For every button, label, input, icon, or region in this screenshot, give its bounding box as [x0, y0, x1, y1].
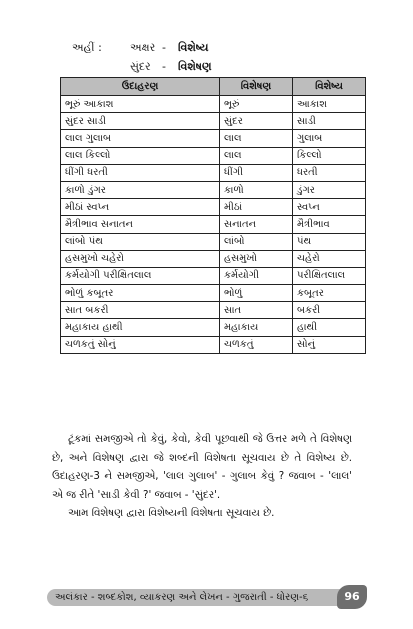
cell-noun: ડુંગર: [293, 181, 366, 198]
page-footer: અલંકાર - શબ્દકોશ, વ્યાકરણ અને લેખન - ગુજરાતી - ધોરણ-૬: [47, 589, 363, 606]
cell-example: હસમુખો ચહેરો: [61, 250, 220, 267]
cell-adjective: મીઠાં: [220, 199, 293, 216]
table-row: [61, 267, 366, 284]
cell-adjective: ચળકતું: [220, 336, 293, 353]
cell-adjective: લાલ: [220, 147, 293, 164]
table-row: [61, 96, 366, 113]
table-row: [61, 302, 366, 319]
intro-dash-2: -: [162, 60, 166, 73]
intro-term-1: વિશેષ્ય: [178, 41, 209, 54]
cell-example: ભૂરું આકાશ: [61, 96, 220, 113]
cell-example: ધીંગી ધરતી: [61, 164, 220, 181]
cell-adjective: હસમુખો: [220, 250, 293, 267]
cell-example: સુંદર સાડી: [61, 113, 220, 130]
header-example: ઉદાહરણ: [61, 78, 220, 96]
table-row: [61, 199, 366, 216]
page-number: 96: [337, 585, 367, 609]
cell-example: ભોળું કબૂતર: [61, 285, 220, 302]
examples-table: [60, 77, 366, 354]
table-row: [61, 147, 366, 164]
table-row: [61, 164, 366, 181]
cell-noun: કિલ્લો: [293, 147, 366, 164]
cell-adjective: ધીંગી: [220, 164, 293, 181]
cell-noun: ચહેરો: [293, 250, 366, 267]
cell-example: ચળકતું સોનું: [61, 336, 220, 353]
cell-noun: સ્વપ્ન: [293, 199, 366, 216]
cell-adjective: મહાકાય: [220, 319, 293, 336]
cell-adjective: કર્મયોગી: [220, 267, 293, 284]
cell-adjective: સુંદર: [220, 113, 293, 130]
cell-example: લાલ કિલ્લો: [61, 147, 220, 164]
cell-adjective: ભૂરું: [220, 96, 293, 113]
cell-noun: પરીક્ષિતલાલ: [293, 267, 366, 284]
table-row: [61, 130, 366, 147]
table-row: [61, 181, 366, 198]
table-row: [61, 285, 366, 302]
table-row: [61, 250, 366, 267]
intro-line-2: [72, 57, 212, 76]
cell-adjective: ભોળું: [220, 285, 293, 302]
paragraph-1: ટૂંકમાં સમજીએ તો કેવું, કેવો, કેવી પૂછવાથી જે ઉત્તર મળે તે વિશેષણ છે, અને વિશેષણ દ્વારા જે શબ્દની વિશેષતા સૂચવાય છે તે વિશેષ્ય છે. ઉદાહરણ-3 ને સમજીએ, 'લાલ ગુલાબ' - ગુલાબ કેવું ? જવાબ - 'લાલ' એ જ રીતે 'સાડી કેવી ?' જવાબ - 'સુંદર'.: [52, 433, 352, 501]
intro-line-1: [72, 38, 212, 57]
cell-example: મીઠાં સ્વપ્ન: [61, 199, 220, 216]
intro-dash-1: -: [162, 41, 166, 54]
cell-noun: પંથ: [293, 233, 366, 250]
intro-term-2: વિશેષણ: [178, 60, 212, 73]
cell-adjective: કાળો: [220, 181, 293, 198]
table-row: [61, 233, 366, 250]
cell-noun: બકરી: [293, 302, 366, 319]
table-row: [61, 336, 366, 353]
cell-noun: ધરતી: [293, 164, 366, 181]
table-row: [61, 113, 366, 130]
cell-adjective: લાલ: [220, 130, 293, 147]
cell-noun: ગુલાબ: [293, 130, 366, 147]
header-noun: વિશેષ્ય: [293, 78, 366, 96]
cell-example: મહાકાય હાથી: [61, 319, 220, 336]
cell-noun: સાડી: [293, 113, 366, 130]
intro-label: અહીં :: [72, 41, 102, 54]
cell-example: કાળો ડુંગર: [61, 181, 220, 198]
cell-example: કર્મયોગી પરીક્ષિતલાલ: [61, 267, 220, 284]
explanation-text: [52, 430, 352, 523]
intro-word-1: અક્ષર: [130, 41, 156, 54]
cell-noun: મૈત્રીભાવ: [293, 216, 366, 233]
cell-noun: હાથી: [293, 319, 366, 336]
cell-example: લાંબો પંથ: [61, 233, 220, 250]
table-row: [61, 216, 366, 233]
intro-block: [72, 38, 212, 76]
header-adjective: વિશેષણ: [220, 78, 293, 96]
cell-adjective: સનાતન: [220, 216, 293, 233]
paragraph-2: આમ વિશેષણ દ્વારા વિશેષ્યની વિશેષતા સૂચવાય છે.: [68, 507, 275, 519]
cell-noun: સોનું: [293, 336, 366, 353]
table-header-row: [61, 78, 366, 96]
cell-example: સાત બકરી: [61, 302, 220, 319]
cell-adjective: લાંબો: [220, 233, 293, 250]
cell-adjective: સાત: [220, 302, 293, 319]
cell-noun: આકાશ: [293, 96, 366, 113]
cell-example: મૈત્રીભાવ સનાતન: [61, 216, 220, 233]
intro-word-2: સુંદર: [130, 60, 151, 73]
cell-example: લાલ ગુલાબ: [61, 130, 220, 147]
cell-noun: કબૂતર: [293, 285, 366, 302]
table-row: [61, 319, 366, 336]
